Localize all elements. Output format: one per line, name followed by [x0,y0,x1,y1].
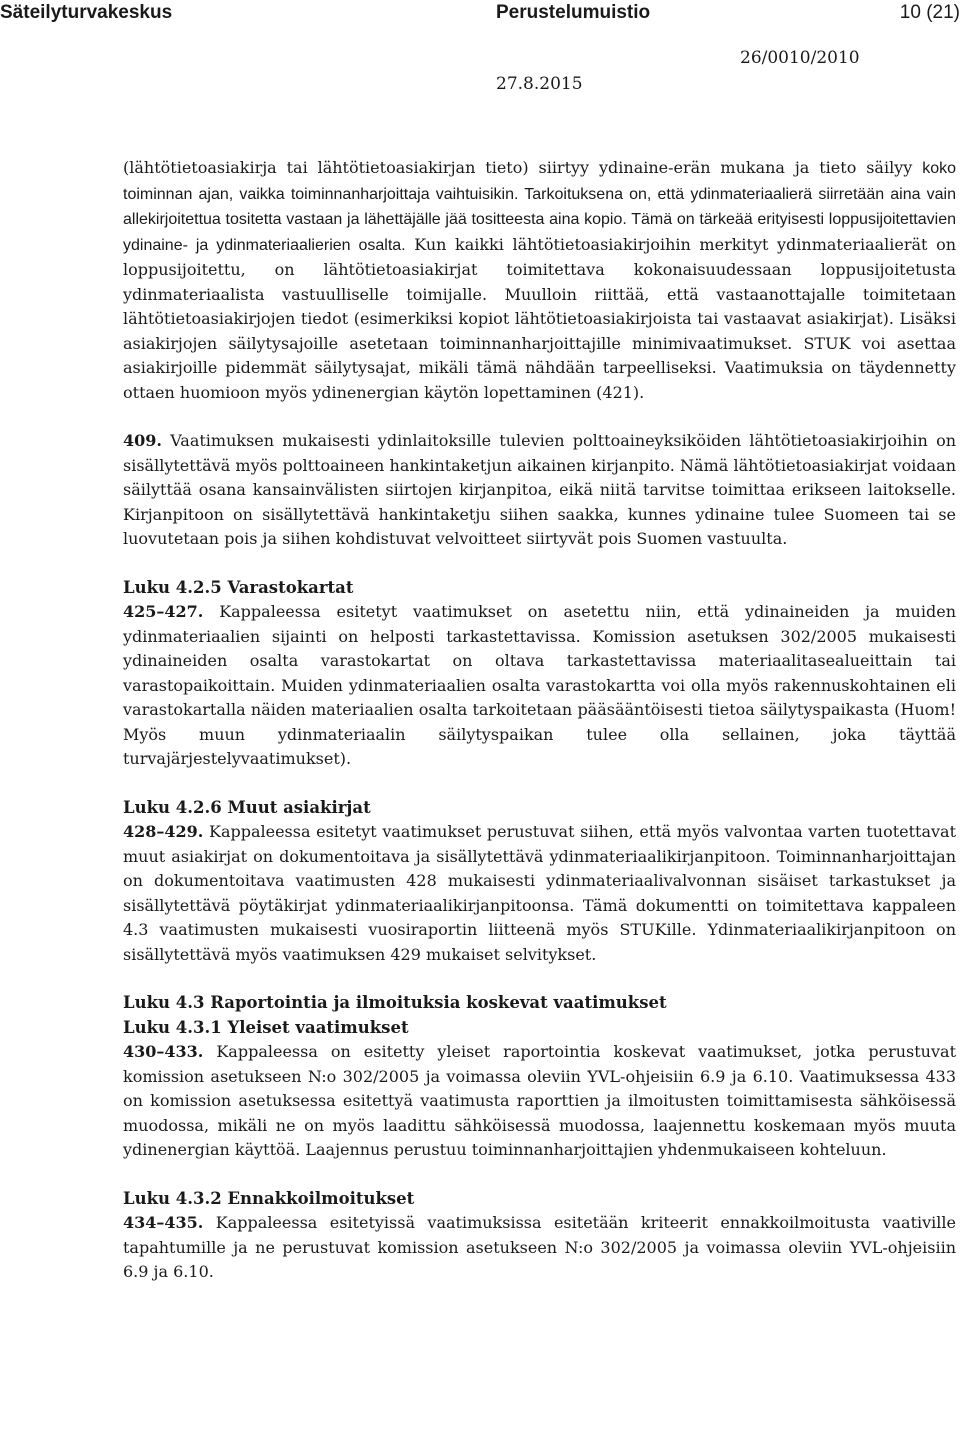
section-heading-4-3: Luku 4.3 Raportointia ja ilmoituksia koskevat vaatimukset [123,993,667,1012]
section-heading-4-2-6: Luku 4.2.6 Muut asiakirjat [123,797,371,817]
section-heading-4-3-1: Luku 4.3.1 Yleiset vaatimukset [123,1017,409,1037]
document-body [123,156,956,1309]
paragraph-434-435 [123,1211,956,1285]
intro-paragraph [123,156,956,405]
paragraph-number: 430–433. [123,1042,204,1061]
paragraph-409 [123,429,956,552]
paragraph-text: Kappaleessa on esitetty yleiset raportointia koskevat vaatimukset, jotka perustuvat komission asetukseen N:o 302/2005 ja voimassa oleviin YVL-ohjeisiin 6.9 ja 6.10. Vaatimuksessa 433 on komission asetuksessa esitettyä vaatimusta raporttien ja ilmoitusten toimittamisesta sähköisessä muodossa, mikäli ne on myös laadittu sähköisessä muodossa, laajennettu koskemaan myös muuta ydinenergian käyttöä. Laajennus perustuu toiminnanharjoittajien yhdenmukaiseen kohteluun. [123,1042,956,1159]
paragraph-number: 409. [123,431,162,450]
page-number: 10 (21) [899,2,960,23]
paragraph-425-427 [123,600,956,772]
organization-name: Säteilyturvakeskus [0,2,173,23]
paragraph-text: Kappaleessa esitetyissä vaatimuksissa esitetään kriteerit ennakkoilmoitusta vaativille tapahtumille ja ne perustuvat komission asetukseen N:o 302/2005 ja voimassa oleviin YVL-ohjeisiin 6.9 ja 6.10. [123,1213,956,1281]
page-header [0,0,960,100]
section-heading-4-2-5: Luku 4.2.5 Varastokartat [123,577,354,597]
document-date: 27.8.2015 [496,74,583,94]
intro-sans-text: koko toiminnan ajan, vaikka toiminnanharjoittaja vaihtuisikin. Tarkoituksena on, että ydinmateriaalierä siirretään aina vain allekirjoitettua tositetta vastaan ja lähettäjälle jää tositteesta aina kopio. Tämä on tärkeää erityisesti loppusijoitettavien ydinaine- ja ydinmateriaalierien osalta. [123,160,956,254]
paragraph-text: Vaatimuksen mukaisesti ydinlaitoksille tulevien polttoaineyksiköiden lähtötietoasiakirjoihin on sisällytettävä myös polttoaineen hankintaketjun aikainen kirjanpito. Nämä lähtötietoasiakirjat voidaan säilyttää osana kansainvälisten siirtojen kirjanpitoa, eikä niitä tarvitse toimittaa erikseen laitokselle. Kirjanpitoon on sisällytettävä hankintaketju siihen saakka, kunnes ydinaine tulee Suomeen tai se luovutetaan pois ja siihen kohdistuvat velvoitteet siirtyvät pois Suomen vastuulta. [123,431,956,548]
paragraph-number: 428–429. [123,822,204,841]
paragraph-number: 434–435. [123,1213,204,1232]
paragraph-428-429 [123,820,956,967]
paragraph-number: 425–427. [123,602,204,621]
paragraph-text: Kappaleessa esitetyt vaatimukset perustuvat siihen, että myös valvontaa varten tuotettavat muut asiakirjat on dokumentoitava ja sisällytettävä ydinmateriaalikirjanpitoon. Toiminnanharjoittajan on dokumentoitava vaatimusten 428 mukaisesti ydinmateriaalivalvonnan sisäiset tarkastukset ja sisällytettävä pöytäkirjat ydinmateriaalikirjanpitoonsa. Tämä dokumentti on toimitettava kappaleen 4.3 vaatimusten mukaisesti vuosiraportin liitteenä myös STUKille. Ydinmateriaalikirjanpitoon on sisällytettävä myös vaatimuksen 429 mukaiset selvitykset. [123,822,956,964]
document-type: Perustelumuistio [496,2,651,23]
intro-rest-text: Kun kaikki lähtötietoasiakirjoihin merkityt ydinmateriaalierät on loppusijoitettu, on lähtötietoasiakirjat toimitettava kokonaisuudessaan loppusijoitetusta ydinmateriaalista vastuulliselle toimijalle. Muulloin riittää, että vastaanottajalle toimitetaan lähtötietoasiakirjojen tiedot (esimerkiksi kopiot lähtötietoasiakirjoista tai vastaavat asiakirjat). Lisäksi asiakirjojen säilytysajoille asetetaan toiminnanharjoittajille minimivaatimukset. STUK voi asettaa asiakirjoille pidemmät säilytysajat, mikäli tämä nähdään tarpeelliseksi. Vaatimuksia on täydennetty ottaen huomioon myös ydinenergian käytön lopettaminen (421). [123,234,957,402]
document-number: 26/0010/2010 [740,48,860,68]
intro-line: (lähtötietoasiakirja tai lähtötietoasiakirjan tieto) siirtyy ydinaine-erän mukana ja tieto säilyy [123,158,913,177]
paragraph-430-433 [123,1040,956,1163]
paragraph-text: Kappaleessa esitetyt vaatimukset on asetettu niin, että ydinaineiden ja muiden ydinmateriaalien sijainti on helposti tarkastettavissa. Komission asetuksen 302/2005 mukaisesti ydinaineiden osalta varastokartat on oltava tarkastettavissa materiaalitasealueittain tai varastopaikoittain. Muiden ydinmateriaalien osalta varastokartta voi olla myös rakennuskohtainen eli varastokartalla näiden materiaalien osalta tarkoitetaan pääsääntöisesti tietoa säilytyspaikasta (Huom! Myös muun ydinmateriaalin säilytyspaikan tulee olla sellainen, joka täyttää turvajärjestelyvaatimukset). [123,602,956,768]
section-heading-4-3-2: Luku 4.3.2 Ennakkoilmoitukset [123,1188,415,1208]
